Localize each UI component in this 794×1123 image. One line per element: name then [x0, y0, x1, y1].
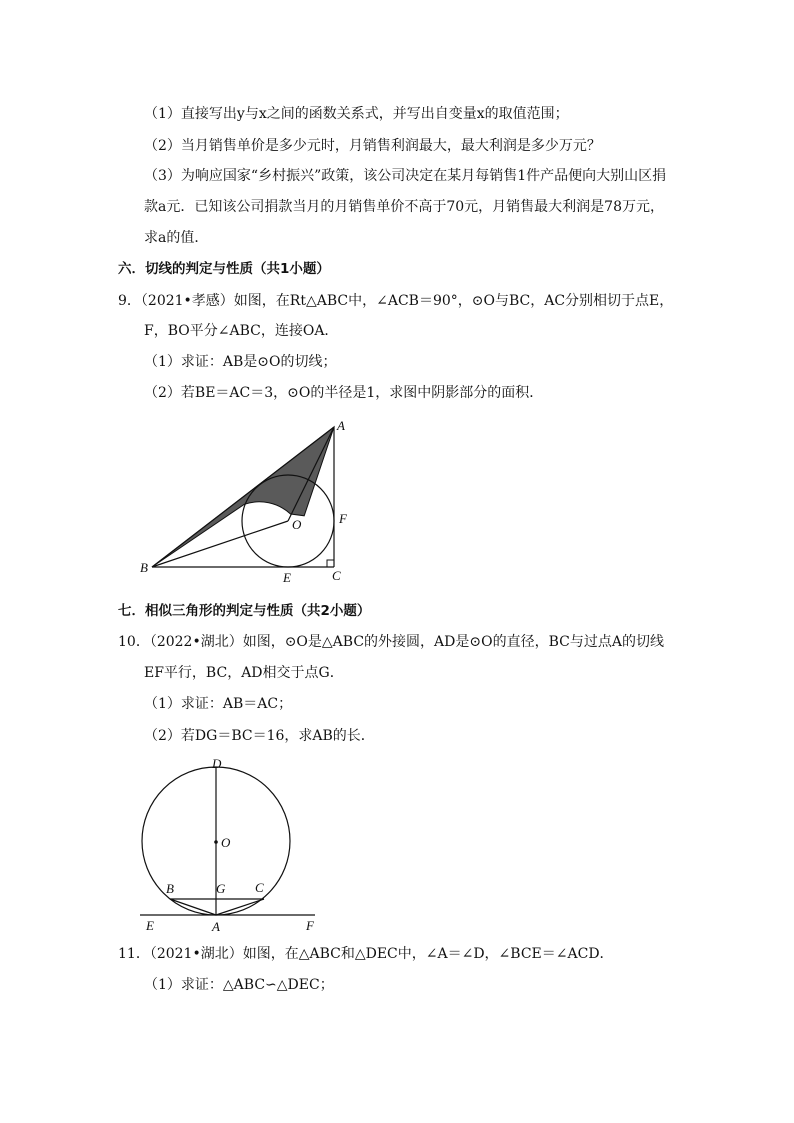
label-B: B [166, 881, 174, 896]
segment-AC [216, 899, 264, 915]
label-G: G [216, 881, 226, 896]
label-D: D [212, 756, 222, 771]
segment-AB [170, 899, 216, 915]
label-C: C [332, 568, 341, 583]
label-A: A [337, 418, 345, 433]
problem10-stem-line2: EF平行，BC，AD相交于点G． [144, 665, 344, 681]
problem9-stem-line2: F，BO平分∠ABC，连接OA． [144, 323, 339, 339]
problem8-part2: （2）当月销售单价是多少元时，月销售利润最大，最大利润是多少万元？ [144, 138, 601, 154]
problem11-stem-line1: 11．（2021•湖北）如图，在△ABC和△DEC中，∠A＝∠D，∠BCE＝∠ACD． [118, 946, 614, 962]
label-F: F [339, 511, 347, 526]
problem10-stem-line1: 10．（2022•湖北）如图，⊙O是△ABC的外接圆，AD是⊙O的直径，BC与过点A的切线 [118, 634, 664, 650]
section-title-tangent: 六．切线的判定与性质（共1小题） [118, 261, 330, 277]
problem10-part1: （1）求证：AB＝AC； [144, 696, 293, 712]
label-B: B [140, 560, 148, 575]
label-O: O [292, 517, 302, 532]
problem8-part3-line3: 求a的值． [144, 230, 209, 246]
label-C: C [255, 880, 264, 895]
label-O: O [221, 835, 231, 850]
section-title-similar-triangles: 七．相似三角形的判定与性质（共2小题） [118, 603, 371, 619]
label-E: E [146, 918, 154, 933]
label-A: A [212, 919, 220, 934]
problem9-stem-line1: 9．（2021•孝感）如图，在Rt△ABC中，∠ACB＝90°，⊙O与BC，AC分别相切于点E， [118, 293, 674, 309]
problem8-part3-line2: 款a元．已知该公司捐款当月的月销售单价不高于70元，月销售最大利润是78万元， [144, 199, 664, 215]
problem10-figure [130, 752, 330, 937]
problem9-part2: （2）若BE＝AC＝3，⊙O的半径是1，求图中阴影部分的面积． [144, 385, 544, 401]
label-E: E [283, 570, 291, 585]
segment-BO [152, 521, 288, 567]
problem9-figure [130, 412, 360, 592]
problem8-part3-line1: （3）为响应国家“乡村振兴”政策，该公司决定在某月每销售1件产品便向大别山区捐 [144, 168, 667, 184]
problem10-part2: （2）若DG＝BC＝16，求AB的长． [144, 728, 375, 744]
problem8-part1: （1）直接写出y与x之间的函数关系式，并写出自变量x的取值范围； [144, 106, 569, 122]
right-angle-mark [327, 560, 334, 567]
label-F: F [306, 918, 314, 933]
problem11-part1: （1）求证：△ABC∽△DEC； [144, 977, 334, 993]
problem9-part1: （1）求证：AB是⊙O的切线； [144, 354, 337, 370]
center-dot [214, 840, 218, 844]
